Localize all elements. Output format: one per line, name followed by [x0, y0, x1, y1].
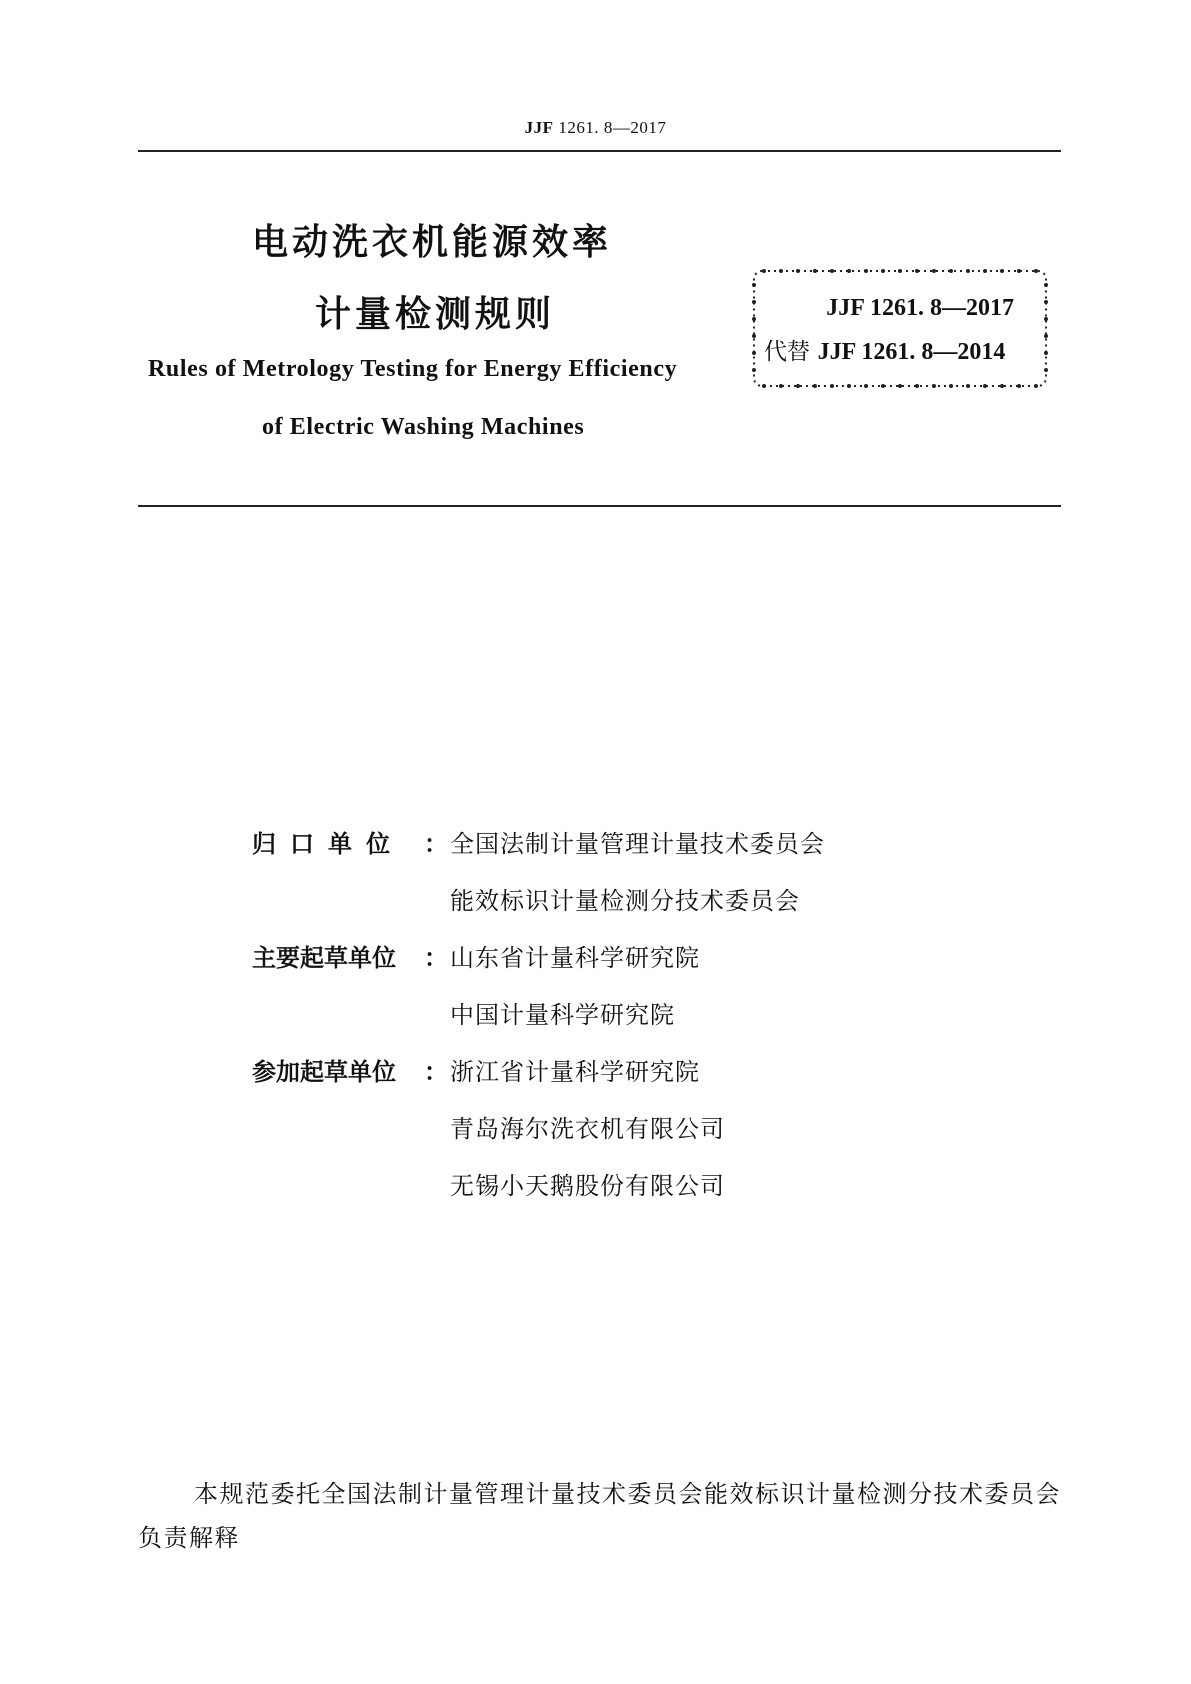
- header-code: [0, 118, 1191, 138]
- stamp-replaces: [764, 333, 1005, 366]
- bottom-rule: [138, 505, 1061, 507]
- organization-name: 能效标识计量检测分技术委员会: [450, 887, 800, 915]
- organization-colon: ：: [424, 944, 448, 972]
- organization-name: 山东省计量科学研究院: [450, 944, 700, 972]
- organization-colon: ：: [424, 1058, 448, 1086]
- stamp-replaces-code: JJF 1261. 8—2014: [817, 339, 1006, 365]
- header-code-prefix: JJF: [524, 118, 554, 137]
- organization-name: 浙江省计量科学研究院: [450, 1058, 700, 1086]
- title-cn-line1: 电动洗衣机能源效率: [252, 222, 613, 263]
- organization-name: 中国计量科学研究院: [450, 1001, 675, 1029]
- stamp-decorative-border: [750, 267, 1050, 390]
- title-en-line2: of Electric Washing Machines: [262, 414, 585, 440]
- organization-name: 全国法制计量管理计量技术委员会: [450, 830, 825, 858]
- title-en-line1: Rules of Metrology Testing for Energy Efficiency: [148, 356, 678, 382]
- top-rule: [138, 150, 1061, 152]
- organization-label: 参加起草单位: [252, 1058, 396, 1086]
- organization-label: 主要起草单位: [252, 944, 396, 972]
- stamp-code: JJF 1261. 8—2017: [826, 295, 1014, 321]
- organization-name: 无锡小天鹅股份有限公司: [450, 1172, 725, 1200]
- organization-label: 归口单位: [252, 830, 404, 858]
- title-cn-line2: 计量检测规则: [315, 294, 556, 335]
- standard-code-stamp: [750, 267, 1050, 390]
- organization-colon: ：: [424, 830, 448, 858]
- stamp-replaces-label: 代替: [764, 339, 810, 365]
- footer-note: 本规范委托全国法制计量管理计量技术委员会能效标识计量检测分技术委员会负责解释: [138, 1480, 1061, 1552]
- organization-name: 青岛海尔洗衣机有限公司: [450, 1115, 725, 1143]
- header-code-number: 1261. 8—2017: [553, 118, 667, 137]
